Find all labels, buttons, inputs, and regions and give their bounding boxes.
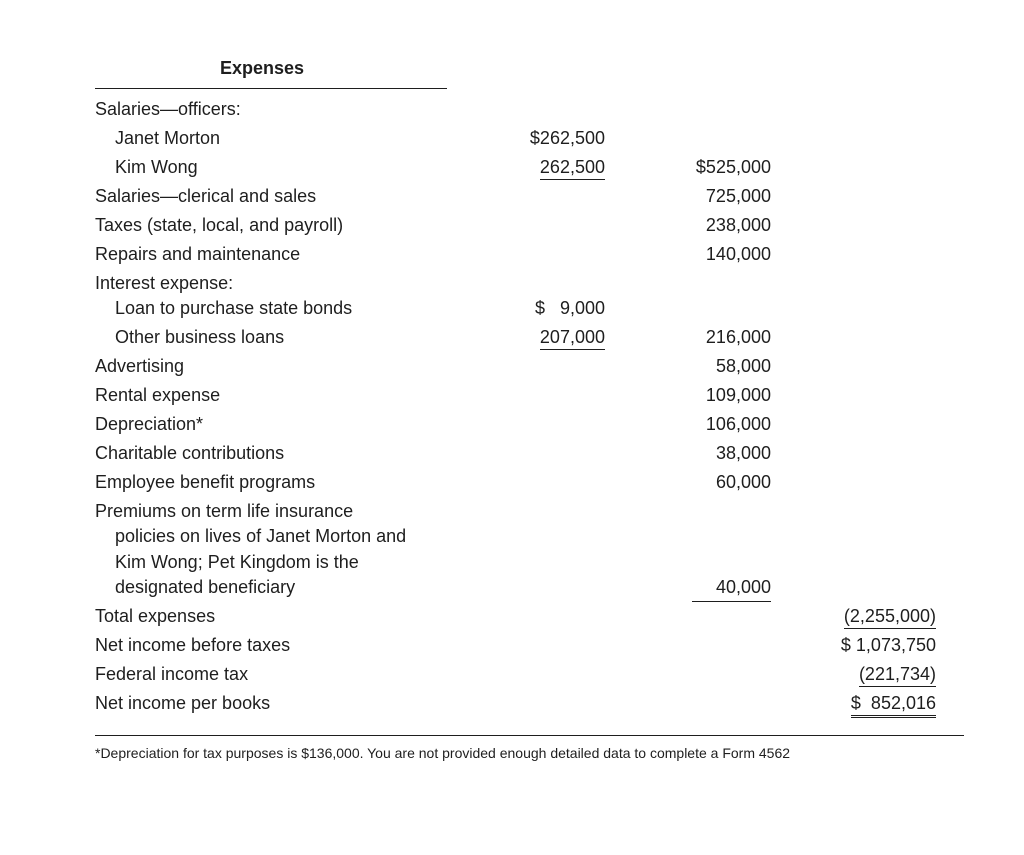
total-value: $ 1,073,750 <box>840 635 936 655</box>
table-row <box>0 384 1024 412</box>
footnote-rule <box>95 735 964 736</box>
table-row <box>0 185 1024 213</box>
table-row <box>0 413 1024 441</box>
total-row <box>0 605 1024 633</box>
col1-value: $ 9,000 <box>534 298 605 318</box>
table-row <box>0 156 1024 184</box>
row-label: Depreciation* <box>95 414 204 434</box>
col2-value: 216,000 <box>705 327 771 347</box>
col2-value: 238,000 <box>705 215 771 235</box>
total-label: Total expenses <box>95 606 216 626</box>
col2-value: 106,000 <box>705 414 771 434</box>
premiums-label-line2: policies on lives of Janet Morton and <box>115 526 407 546</box>
total-value: (2,255,000) <box>844 605 936 629</box>
total-label: Federal income tax <box>95 664 249 684</box>
footnote: *Depreciation for tax purposes is $136,000. You are not provided enough detailed data to complete a Form 4562 <box>95 745 791 761</box>
total-row <box>0 692 1024 720</box>
row-label: Advertising <box>95 356 185 376</box>
table-row <box>0 471 1024 499</box>
col2-value: 725,000 <box>705 186 771 206</box>
col2-value: 140,000 <box>705 244 771 264</box>
col1-value: 207,000 <box>540 326 605 350</box>
row-label: Kim Wong <box>115 157 198 177</box>
col2-value: 58,000 <box>715 356 771 376</box>
premiums-label-line3: Kim Wong; Pet Kingdom is the <box>115 552 359 572</box>
total-label: Net income per books <box>95 693 271 713</box>
table-row <box>0 355 1024 383</box>
premiums-amount: 40,000 <box>715 577 771 597</box>
row-label: Other business loans <box>115 327 285 347</box>
row-label: Taxes (state, local, and payroll) <box>95 215 344 235</box>
row-label: Salaries—clerical and sales <box>95 186 317 206</box>
col2-value: 38,000 <box>715 443 771 463</box>
subtotal-rule <box>692 601 771 602</box>
table-row <box>0 243 1024 271</box>
section-title: Expenses <box>220 58 305 78</box>
row-label: Interest expense: <box>95 273 234 293</box>
total-value: (221,734) <box>859 663 936 687</box>
total-value: $ 852,016 <box>851 692 936 718</box>
row-label: Charitable contributions <box>95 443 285 463</box>
table-row <box>0 297 1024 325</box>
col2-value: 109,000 <box>705 385 771 405</box>
col2-value: $525,000 <box>695 157 771 177</box>
table-row <box>0 326 1024 354</box>
table-row <box>0 214 1024 242</box>
table-row <box>0 272 1024 300</box>
col1-value: 262,500 <box>540 156 605 180</box>
row-label: Repairs and maintenance <box>95 244 301 264</box>
row-label: Janet Morton <box>115 128 221 148</box>
table-row <box>0 127 1024 155</box>
premiums-label-line1: Premiums on term life insurance <box>95 501 354 521</box>
table-row <box>0 98 1024 126</box>
col1-value: $262,500 <box>529 128 605 148</box>
premiums-label-line4: designated beneficiary <box>115 577 296 597</box>
total-row <box>0 634 1024 662</box>
row-label: Loan to purchase state bonds <box>115 298 353 318</box>
col2-value: 60,000 <box>715 472 771 492</box>
heading-rule <box>95 88 447 89</box>
row-label: Employee benefit programs <box>95 472 316 492</box>
total-label: Net income before taxes <box>95 635 291 655</box>
row-label: Rental expense <box>95 385 221 405</box>
table-row <box>0 442 1024 470</box>
row-label: Salaries—officers: <box>95 99 241 119</box>
total-row <box>0 663 1024 691</box>
